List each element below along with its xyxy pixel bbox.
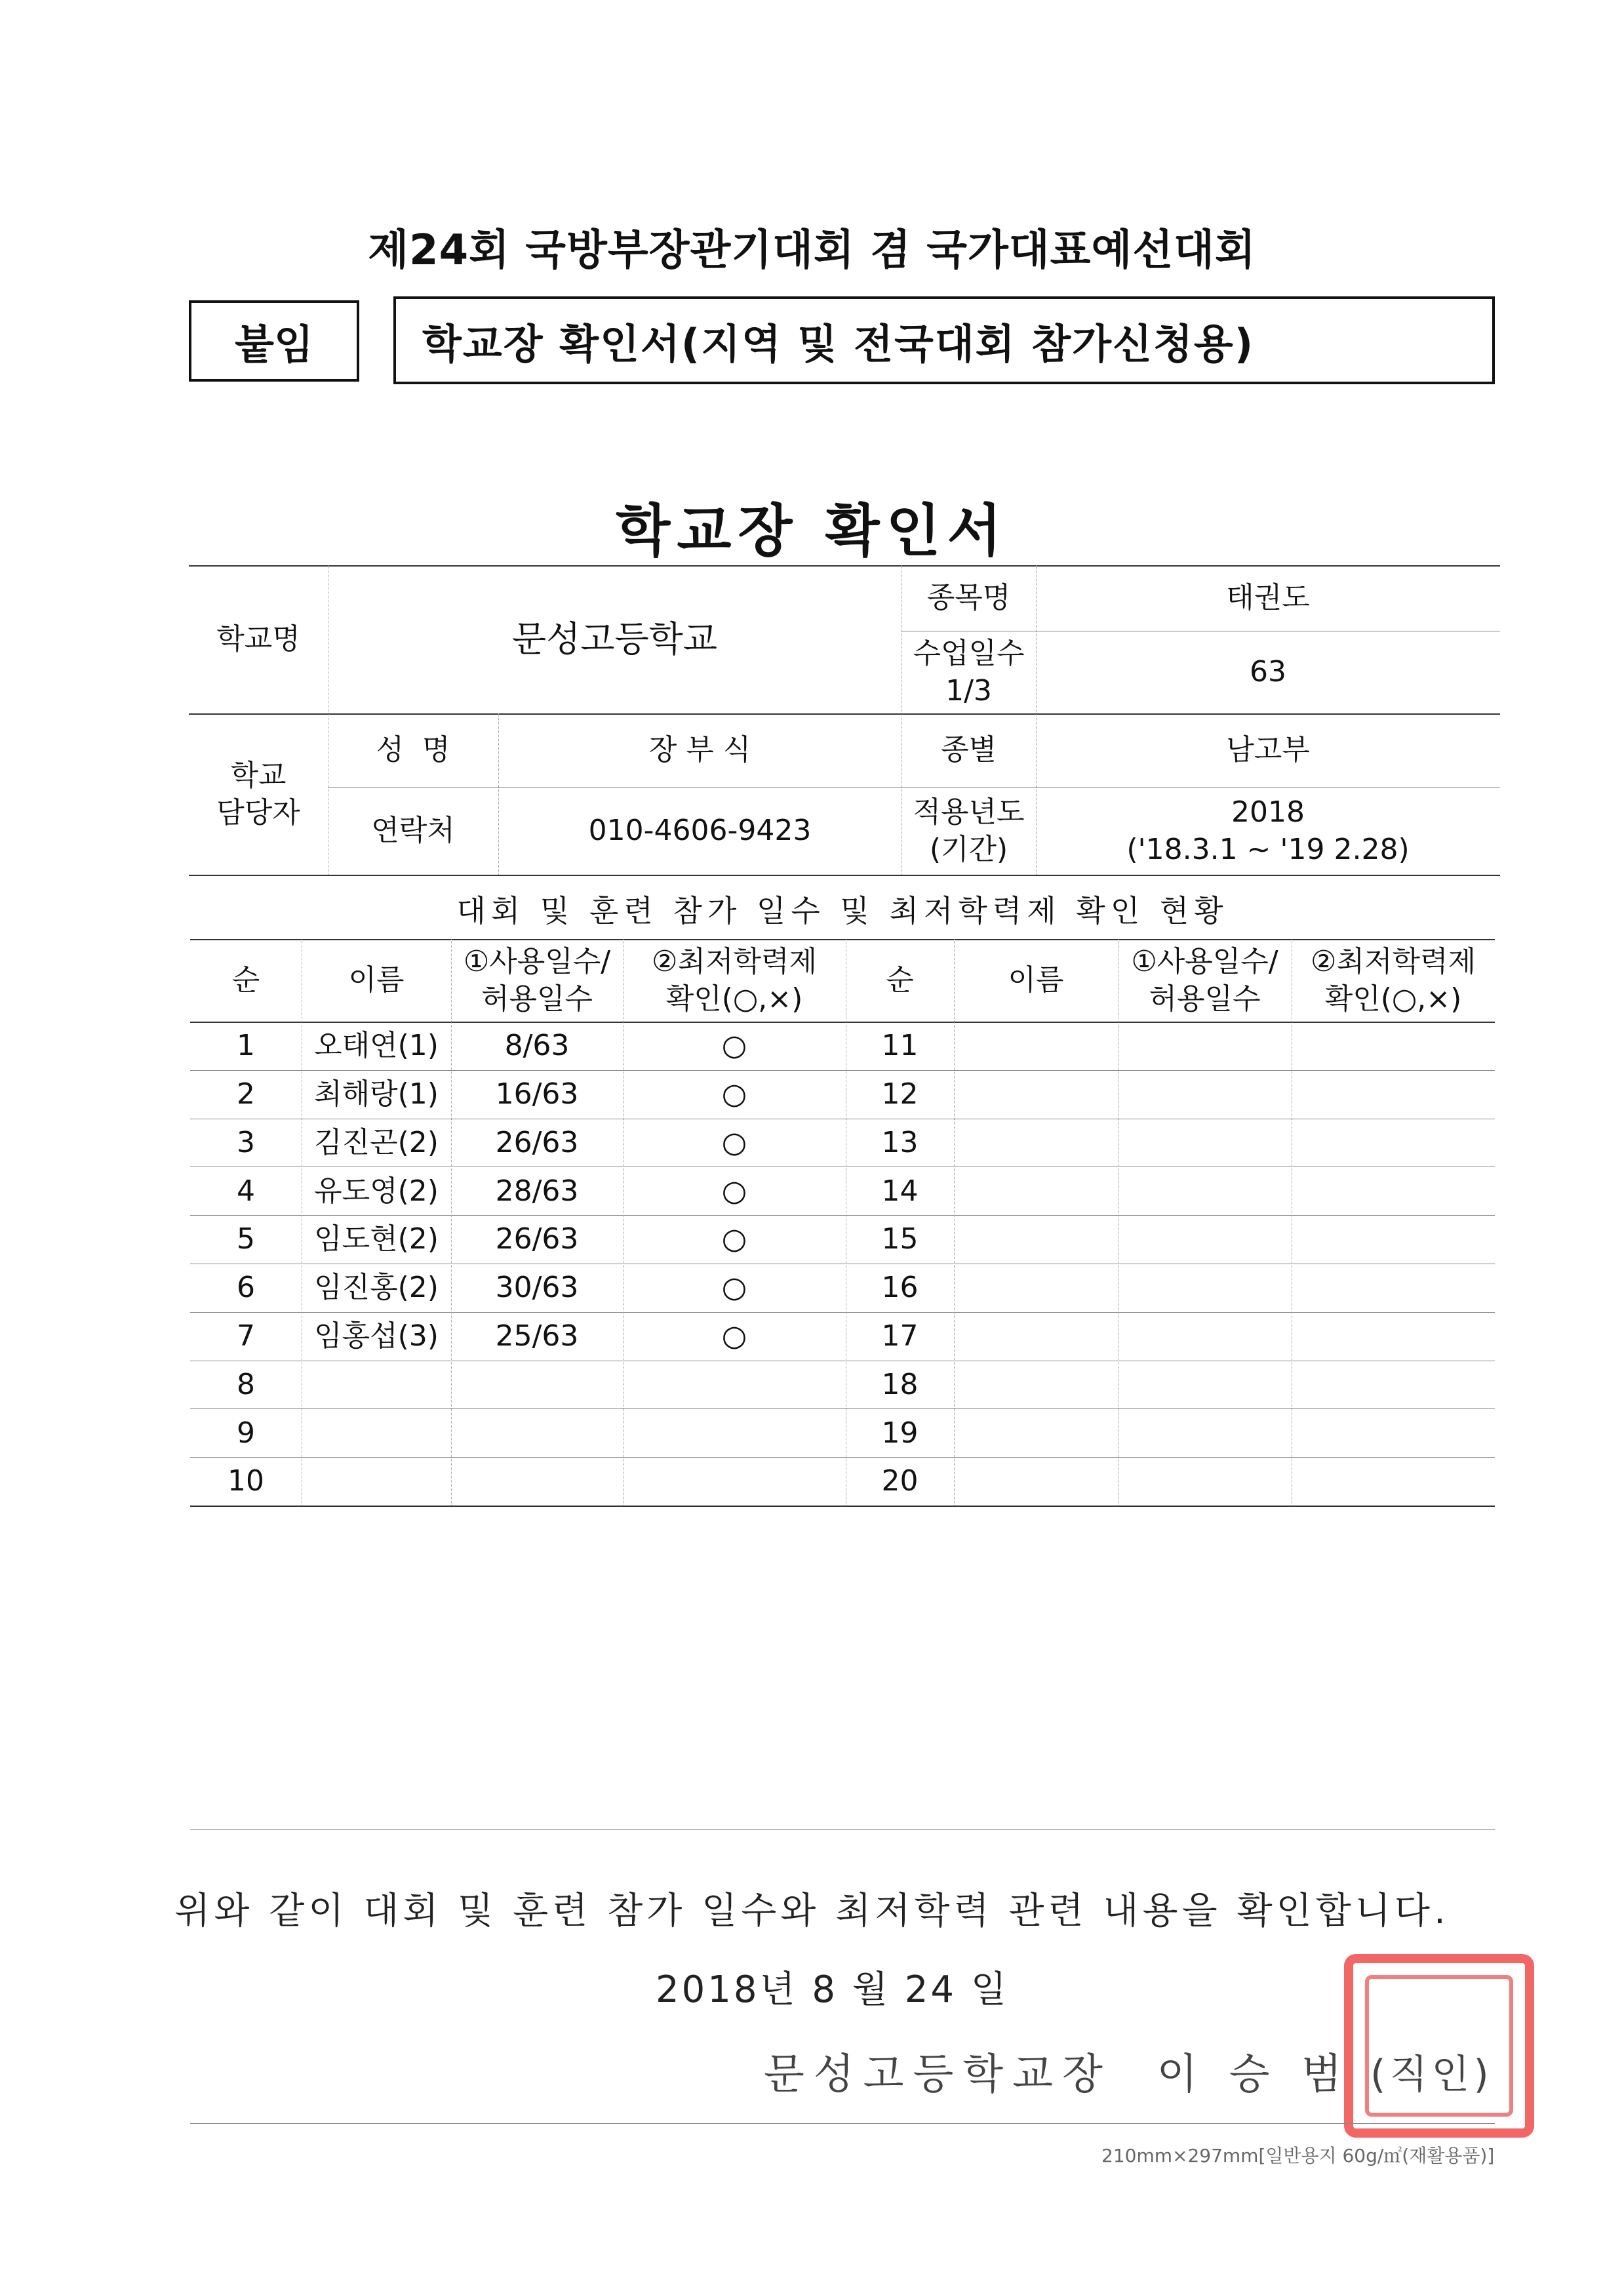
row-no-right: 12 (881, 1077, 919, 1111)
year-value: 2018 ('18.3.1 ~ '19 2.28) (1126, 795, 1410, 866)
row-name: 임도현(2) (314, 1222, 439, 1256)
row-check: ○ (721, 1125, 747, 1159)
row-days (451, 1361, 623, 1409)
school-days-value: 63 (1250, 655, 1286, 689)
event-value: 태권도 (1226, 581, 1310, 615)
header-check: ②최저학력제 확인(○,×) (652, 944, 817, 1016)
header-days-right: ①사용일수/ 허용일수 (1131, 944, 1278, 1016)
row-check: ○ (721, 1029, 747, 1063)
document-header-title: 제24회 국방부장관기대회 겸 국가대표예선대회 (368, 226, 1256, 275)
row-name-right (954, 1361, 1118, 1409)
row-check-right (1292, 1070, 1495, 1119)
row-name: 최해랑(1) (314, 1077, 439, 1111)
row-check: ○ (721, 1077, 747, 1111)
row-no-right: 15 (881, 1222, 919, 1256)
row-days-right (1118, 1070, 1292, 1119)
row-check-right (1292, 1022, 1495, 1070)
row-days-right (1118, 1167, 1292, 1215)
row-check-right (1292, 1264, 1495, 1312)
row-name: 임진홍(2) (314, 1271, 439, 1305)
header-check-right: ②최저학력제 확인(○,×) (1311, 944, 1476, 1016)
row-days: 28/63 (495, 1174, 579, 1208)
contact-value: 010-4606-9423 (588, 814, 812, 848)
row-no: 8 (237, 1367, 255, 1401)
row-days: 26/63 (495, 1222, 579, 1256)
row-name (302, 1457, 451, 1506)
row-check-right (1292, 1167, 1495, 1215)
school-days-label: 수업일수 1/3 (913, 636, 1025, 708)
row-days-right (1118, 1408, 1292, 1457)
header-name: 이름 (348, 963, 405, 997)
row-name-right (954, 1215, 1118, 1264)
row-no-right: 18 (881, 1367, 919, 1401)
row-no: 6 (237, 1271, 255, 1305)
row-no-right: 19 (881, 1416, 919, 1450)
row-no-right: 16 (881, 1271, 919, 1305)
row-name-right (954, 1312, 1118, 1361)
row-name: 김진곤(2) (314, 1125, 439, 1159)
year-label: 적용년도 (기간) (913, 795, 1025, 866)
row-name-right (954, 1264, 1118, 1312)
row-no: 5 (237, 1222, 255, 1256)
issue-date: 2018년 8 월 24 일 (656, 1968, 1009, 2011)
document-title: 학교장 확인서 (616, 498, 1008, 564)
row-days-right (1118, 1361, 1292, 1409)
paper-spec-note: 210mm×297mm[일반용지 60g/㎡(재활용품)] (1101, 2145, 1495, 2166)
row-check: ○ (721, 1319, 747, 1353)
row-check (623, 1361, 846, 1409)
row-days (451, 1408, 623, 1457)
confirmation-statement: 위와 같이 대회 및 훈련 참가 일수와 최저학력 관련 내용을 확인합니다. (174, 1890, 1450, 1932)
row-no: 7 (237, 1319, 255, 1353)
row-name (302, 1408, 451, 1457)
row-check: ○ (721, 1271, 747, 1305)
contact-label: 연락처 (371, 814, 455, 848)
row-no-right: 14 (881, 1174, 919, 1208)
row-days: 30/63 (495, 1271, 579, 1305)
row-check-right (1292, 1312, 1495, 1361)
row-days: 8/63 (504, 1029, 570, 1063)
row-days-right (1118, 1312, 1292, 1361)
row-days-right (1118, 1022, 1292, 1070)
subject-box: 학교장 확인서(지역 및 전국대회 참가신청용) (393, 296, 1495, 384)
header-no-right: 순 (886, 963, 914, 997)
category-value: 남고부 (1226, 733, 1310, 767)
row-name: 오태연(1) (314, 1029, 439, 1063)
row-no: 4 (237, 1174, 255, 1208)
row-days-right (1118, 1457, 1292, 1506)
row-days-right (1118, 1215, 1292, 1264)
section-title: 대회 및 훈련 참가 일수 및 최저학력제 확인 현황 (456, 893, 1229, 929)
row-no-right: 13 (881, 1125, 919, 1159)
row-check-right (1292, 1457, 1495, 1506)
row-check-right (1292, 1119, 1495, 1167)
principal-name: 문성고등학교장 이 승 범 (764, 2050, 1351, 2099)
row-name (302, 1361, 451, 1409)
row-name-right (954, 1408, 1118, 1457)
row-no: 2 (237, 1077, 255, 1111)
header-name-right: 이름 (1008, 963, 1064, 997)
row-no-right: 17 (881, 1319, 919, 1353)
category-label: 종별 (940, 733, 997, 767)
row-check-right (1292, 1361, 1495, 1409)
row-name-right (954, 1457, 1118, 1506)
row-no: 9 (237, 1416, 255, 1450)
row-days (451, 1457, 623, 1506)
row-check (623, 1408, 846, 1457)
row-days: 16/63 (495, 1077, 579, 1111)
row-check-right (1292, 1215, 1495, 1264)
row-days: 25/63 (495, 1319, 579, 1353)
row-days-right (1118, 1264, 1292, 1312)
row-no: 10 (228, 1464, 264, 1498)
row-days-right (1118, 1119, 1292, 1167)
row-check: ○ (721, 1222, 747, 1256)
row-no: 3 (237, 1125, 255, 1159)
row-check: ○ (721, 1174, 747, 1208)
event-label: 종목명 (926, 581, 1011, 615)
manager-name-label: 성 명 (376, 733, 450, 767)
header-days: ①사용일수/ 허용일수 (463, 944, 611, 1016)
manager-label: 학교 담당자 (216, 758, 300, 829)
row-name: 임홍섭(3) (314, 1319, 439, 1353)
row-days: 26/63 (495, 1125, 579, 1159)
row-no: 1 (237, 1029, 255, 1063)
header-no: 순 (231, 963, 260, 997)
seal-label: (직인) (1370, 2052, 1493, 2098)
row-check (623, 1457, 846, 1506)
row-name-right (954, 1070, 1118, 1119)
row-no-right: 20 (881, 1464, 919, 1498)
row-no-right: 11 (881, 1029, 919, 1063)
row-name-right (954, 1167, 1118, 1215)
row-name-right (954, 1022, 1118, 1070)
school-name-value: 문성고등학교 (512, 618, 717, 660)
manager-name-value: 장 부 식 (648, 733, 751, 767)
school-name-label: 학교명 (216, 622, 300, 656)
row-check-right (1292, 1408, 1495, 1457)
row-name-right (954, 1119, 1118, 1167)
attachment-tag: 붙임 (189, 300, 359, 382)
row-name: 유도영(2) (314, 1174, 439, 1208)
